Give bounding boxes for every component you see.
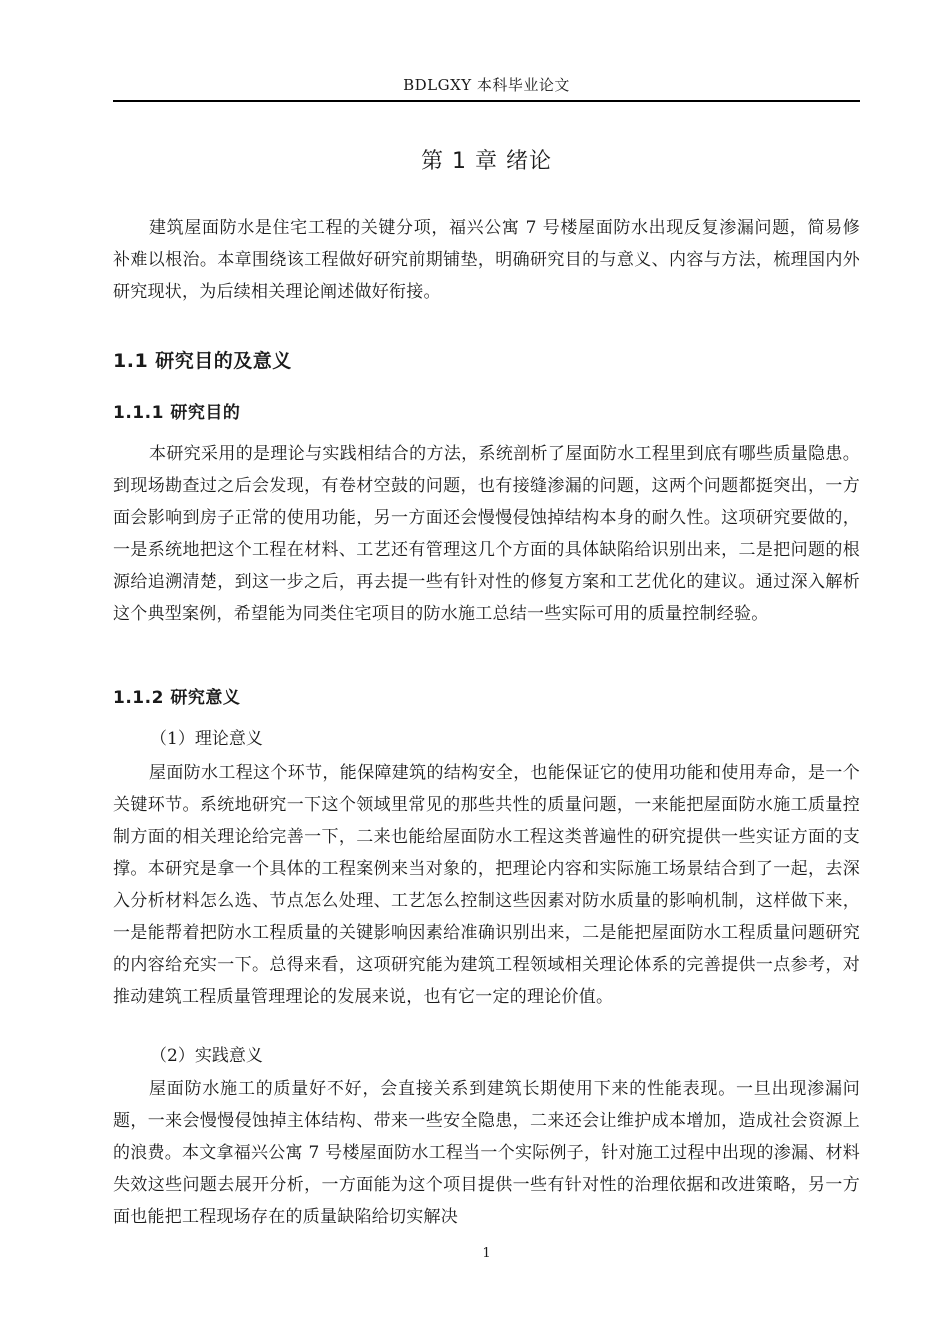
running-header: BDLGXY 本科毕业论文 — [403, 76, 570, 94]
section-heading-1-1-2: 1.1.2 研究意义 — [113, 688, 241, 708]
theory-significance-paragraph: 屋面防水工程这个环节，能保障建筑的结构安全，也能保证它的使用功能和使用寿命，是一个关键环节。系统地研究一下这个领域里常见的那些共性的质量问题，一来能把屋面防水施工质量控制方面的相关理论给完善一下，二来也能给屋面防水工程这类普遍性的研究提供一些实证方面的支撑。本研究是拿一个具体的工程案例来当对象的，把理论内容和实际施工场景结合到了一起，去深入分析材料怎么选、节点怎么处理、工艺怎么控制这些因素对防水质量的影响机制，这样做下来，一是能帮着把防水工程质量的关键影响因素给准确识别出来，二是能把屋面防水工程质量问题研究的内容给充实一下。总得来看，这项研究能为建筑工程领域相关理论体系的完善提供一点参考，对推动建筑工程质量管理理论的发展来说，也有它一定的理论价值。 — [113, 763, 860, 1007]
page-number: 1 — [482, 1246, 491, 1261]
practice-significance-label: （2）实践意义 — [150, 1046, 263, 1066]
section-heading-1-1-1: 1.1.1 研究目的 — [113, 403, 241, 423]
chapter-intro-paragraph: 建筑屋面防水是住宅工程的关键分项，福兴公寓 7 号楼屋面防水出现反复渗漏问题，简易修补难以根治。本章围绕该工程做好研究前期铺垫，明确研究目的与意义、内容与方法，梳理国内外研究现状，为后续相关理论阐述做好衔接。 — [113, 218, 860, 302]
research-purpose-paragraph: 本研究采用的是理论与实践相结合的方法，系统剖析了屋面防水工程里到底有哪些质量隐患。到现场勘查过之后会发现，有卷材空鼓的问题，也有接缝渗漏的问题，这两个问题都挺突出，一方面会影响到房子正常的使用功能，另一方面还会慢慢侵蚀掉结构本身的耐久性。这项研究要做的，一是系统地把这个工程在材料、工艺还有管理这几个方面的具体缺陷给识别出来，二是把问题的根源给追溯清楚，到这一步之后，再去提一些有针对性的修复方案和工艺优化的建议。通过深入解析这个典型案例，希望能为同类住宅项目的防水施工总结一些实际可用的质量控制经验。 — [113, 444, 860, 624]
section-heading-1-1: 1.1 研究目的及意义 — [113, 350, 292, 372]
header-rule — [113, 100, 860, 102]
theory-significance-label: （1）理论意义 — [150, 729, 263, 749]
practice-significance-paragraph: 屋面防水施工的质量好不好，会直接关系到建筑长期使用下来的性能表现。一旦出现渗漏问题，一来会慢慢侵蚀掉主体结构、带来一些安全隐患，二来还会让维护成本增加，造成社会资源上的浪费。本文拿福兴公寓 7 号楼屋面防水工程当一个实际例子，针对施工过程中出现的渗漏、材料失效这些问题去展开分析，一方面能为这个项目提供一些有针对性的治理依据和改进策略，另一方面也能把工程现场存在的质量缺陷给切实解决 — [113, 1079, 860, 1227]
chapter-title: 第 1 章 绪论 — [421, 149, 552, 174]
